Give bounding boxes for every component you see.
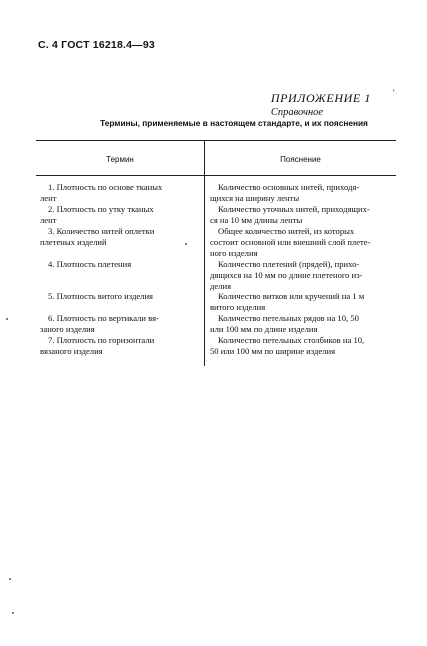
terms-table [36,140,396,366]
term-line: 7. Плотность по горизонтали [48,335,155,345]
explanation-line: Количество петельных рядов на 10, 50 [218,313,359,323]
appendix-block [271,91,371,118]
explanation-line: делия [210,281,232,291]
explanation-line: Общее количество нитей, из которых [218,226,355,236]
term-line: 2. Плотность по утку тканых [48,204,154,214]
explanation-line: ся на 10 мм длины ленты [210,215,303,225]
scan-speck [9,578,11,580]
scan-speck [6,318,8,320]
explanation-cell [210,335,396,357]
term-line: 1. Плотность по основе тканых [48,182,163,192]
explanation-line: или 100 мм по длине изделия [210,324,318,334]
explanation-line: Количество плетений (прядей), прихо- [218,259,360,269]
explanation-cell [210,226,396,259]
explanation-cell [210,313,396,335]
explanation-cell [210,204,396,226]
term-line: 5. Плотность витого изделия [48,291,153,301]
explanation-line: Количество витков или кручений на 1 м [218,291,365,301]
term-line: 3. Количество нитей оплетки [48,226,155,236]
explanation-line: Количество уточных нитей, приходящих- [218,204,370,214]
term-cell [40,182,198,204]
explanation-line: состоит основной или внешний слой плете- [210,237,371,247]
explanation-line: Количество основных нитей, приходя- [218,182,360,192]
term-cell [40,204,198,226]
explanation-cell [210,291,396,313]
explanation-line: дящихся на 10 мм по длине плетеного из- [210,270,363,280]
scan-speck [12,612,14,614]
page-header: С. 4 ГОСТ 16218.4—93 [38,39,155,51]
term-line: лент [40,193,57,203]
header-divider [36,175,396,176]
term-cell [40,226,198,248]
appendix-subtitle: Справочное [270,107,324,118]
explanation-line: 50 или 100 мм по ширине изделия [210,346,336,356]
table-caption: Термины, применяемые в настоящем стандарте, и их пояснения [100,118,368,128]
term-line: вязаного изделия [40,346,103,356]
explanation-cell [210,259,396,292]
explanation-line: щихся на ширину ленты [210,193,300,203]
explanation-line: ного изделия [210,248,258,258]
scan-speck [185,243,187,245]
term-cell [40,335,198,357]
explanation-line: витого изделия [210,302,266,312]
term-line: плетеных изделий [40,237,107,247]
term-cell [40,291,198,302]
term-cell [40,313,198,335]
column-header-explanation: Пояснение [280,155,321,164]
term-line: лент [40,215,57,225]
appendix-mark: ' [393,88,395,98]
term-cell [40,259,198,270]
term-line: 4. Плотность плетения [48,259,132,269]
appendix-title: ПРИЛОЖЕНИЕ 1 [270,91,371,105]
term-line: 6. Плотность по вертикали вя- [48,313,159,323]
column-header-term: Термин [106,155,134,164]
explanation-line: Количество петельных столбиков на 10, [218,335,365,345]
explanation-cell [210,182,396,204]
term-line: заного изделия [40,324,95,334]
